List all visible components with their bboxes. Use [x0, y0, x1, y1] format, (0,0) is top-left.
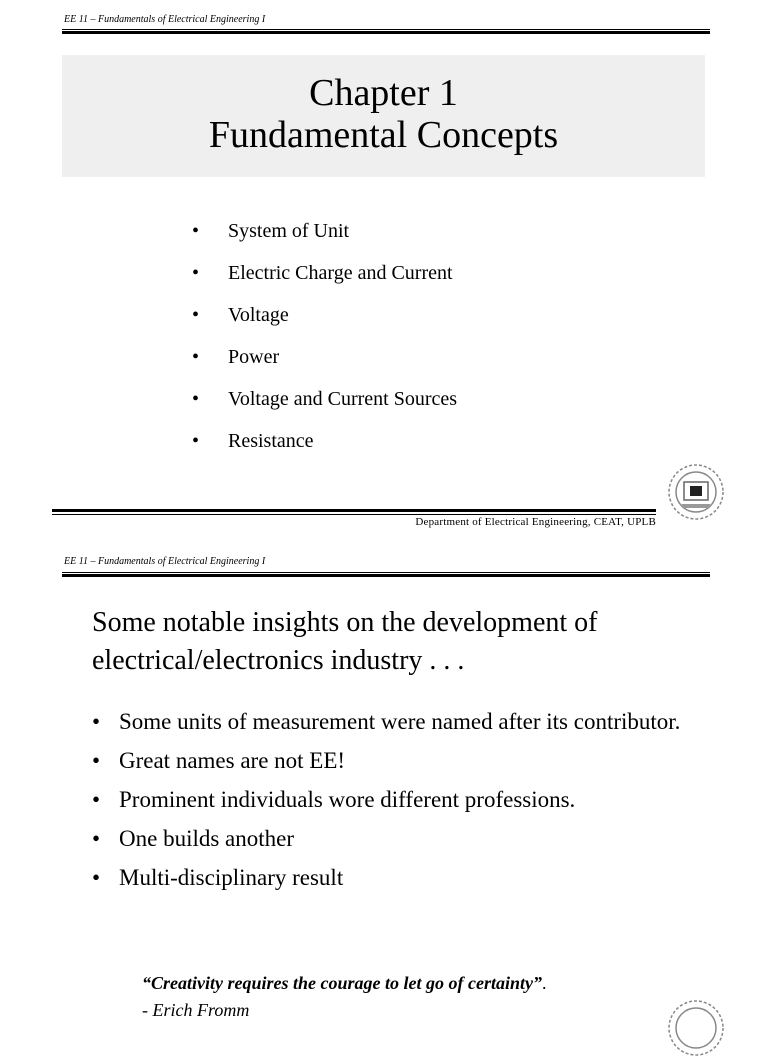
quote-author: - Erich Fromm	[142, 1000, 250, 1020]
list-item	[92, 745, 692, 777]
bullet-icon: •	[192, 220, 200, 242]
bullet-icon: •	[192, 388, 200, 410]
bullet-icon: •	[92, 865, 101, 890]
bullet-icon: •	[92, 709, 101, 734]
bullet-icon: •	[192, 346, 200, 368]
bullet-icon: •	[192, 430, 200, 452]
insight-text: Multi-disciplinary result	[119, 865, 344, 890]
chapter-title: Chapter 1	[309, 72, 458, 114]
insight-text: Prominent individuals wore different professions.	[119, 787, 576, 812]
header-rule-thin	[62, 29, 710, 30]
bullet-icon: •	[92, 826, 101, 851]
footer-rule-thin	[52, 514, 656, 515]
footer-department: Department of Electrical Engineering, CEAT, UPLB	[415, 516, 656, 528]
topic-label: Resistance	[228, 430, 314, 452]
header-rule-thin	[62, 572, 710, 573]
bullet-icon: •	[192, 262, 200, 284]
slide-heading: Some notable insights on the development of electrical/electronics industry . . .	[92, 607, 598, 676]
topic-label: System of Unit	[228, 220, 350, 242]
topic-label: Voltage and Current Sources	[228, 388, 458, 410]
list-item	[92, 706, 692, 738]
bullet-icon: •	[192, 304, 200, 326]
chapter-subtitle: Fundamental Concepts	[208, 114, 559, 156]
topic-label: Voltage	[228, 304, 289, 326]
header-rule-thick	[62, 31, 710, 34]
insight-text: Some units of measurement were named after its contributor.	[119, 709, 681, 734]
slide-header: EE 11 – Fundamentals of Electrical Engineering I	[64, 14, 266, 25]
department-seal-icon	[664, 460, 728, 524]
list-item	[92, 862, 692, 894]
list-item	[92, 784, 692, 816]
slide-header: EE 11 – Fundamentals of Electrical Engineering I	[64, 556, 266, 567]
topic-label: Electric Charge and Current	[228, 262, 453, 284]
list-item	[92, 823, 692, 855]
insight-list	[92, 706, 692, 901]
department-seal-icon	[664, 996, 728, 1060]
bullet-icon: •	[92, 748, 101, 773]
quote	[142, 973, 546, 994]
header-rule-thick	[62, 574, 710, 577]
quote-period: .	[541, 973, 547, 993]
quote-text: “Creativity requires the courage to let go of certainty”	[142, 973, 542, 993]
topic-label: Power	[228, 346, 280, 368]
footer-rule-thick	[52, 509, 656, 512]
insight-text: Great names are not EE!	[119, 748, 346, 773]
insight-text: One builds another	[119, 826, 295, 851]
title-box	[62, 55, 705, 177]
bullet-icon: •	[92, 787, 101, 812]
